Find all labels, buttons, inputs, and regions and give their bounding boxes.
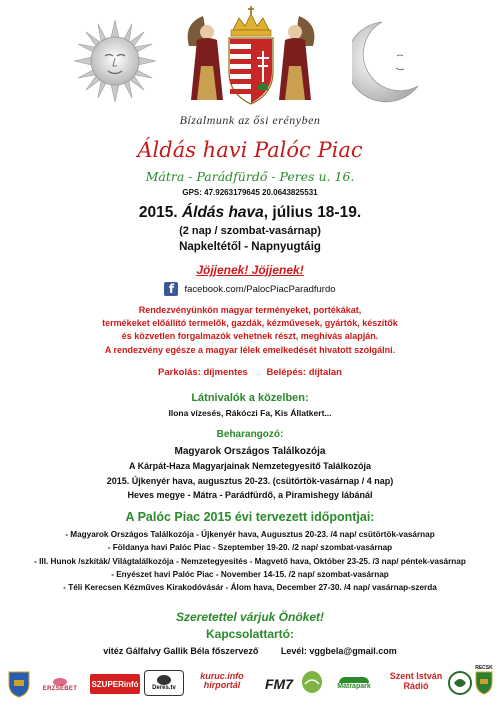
date-prefix: 2015. <box>138 204 182 221</box>
description-line: és közvetlen forgalmazók vehetnek részt, meghívás alapján. <box>121 331 379 342</box>
sponsor-deres-tv <box>144 670 184 696</box>
date-month: Áldás hava <box>181 204 264 221</box>
sponsor-szent-istvan-radio <box>388 666 444 698</box>
organizer-name: vitéz Gálfalvy Gallik Béla főszervező <box>103 646 259 656</box>
sponsor-recsk <box>474 662 494 698</box>
sponsor-fm7 <box>262 674 296 694</box>
schedule-item: - Téli Kerecsen Kézműves Kirakodóvásár - Álom hava, December 27-30. /4 nap/ vasárnap-szerda <box>63 583 437 593</box>
event-date <box>0 204 500 222</box>
sponsor-istvan-label: Szent István Rádió <box>389 671 443 691</box>
sponsor-green-icon <box>300 670 324 696</box>
sponsor-kuruc-label: kuruc.info hírportál <box>200 671 244 690</box>
sponsor-deres-label: Deres.tv <box>152 685 176 691</box>
closing-greeting: Szeretettel várjuk Önöket! <box>175 610 325 624</box>
sponsor-szuperinfo-label: SZUPERinfó <box>91 679 139 689</box>
motto: Bízalmunk az ősi erényben <box>179 113 321 127</box>
sponsor-fm7-label: FM7 <box>265 676 293 692</box>
facebook-row[interactable] <box>0 282 500 296</box>
event-hours: Napkeltétől - Napnyugtáig <box>179 241 321 253</box>
location: Mátra - Parádfürdő - Peres u. 16. <box>145 169 355 184</box>
coat-of-arms-angels-icon <box>183 6 319 120</box>
parking-fee: Parkolás: díjmentes <box>158 367 248 378</box>
schedule-item: - Magyarok Országos Találkozója - Újkenyér hava, Augusztus 20-23. /4 nap/ csütörtök-vasárnap <box>65 530 435 539</box>
schedule-item: - Enyészet havi Palóc Piac - November 14-15. /2 nap/ szombat-vasárnap <box>111 569 389 579</box>
facebook-link[interactable]: facebook.com/PalocPiacParadfurdo <box>184 283 336 295</box>
schedule-list <box>0 528 500 594</box>
invitation-heading: Beharangozó: <box>216 429 284 440</box>
sights-heading: Látnivalók a közelben: <box>191 392 309 404</box>
sponsor-szuperinfo <box>90 674 140 694</box>
description <box>0 304 500 357</box>
sponsor-matrapark-label: Mátrapark <box>337 682 371 690</box>
sponsor-crest-icon <box>8 670 30 698</box>
sponsor-kuruc-info <box>188 664 256 698</box>
event-days: (2 nap / szombat-vasárnap) <box>179 225 321 237</box>
description-line: Rendezvényünkön magyar terményeket, portékákat, <box>138 305 362 315</box>
invitation <box>0 445 500 502</box>
fair-name: Áldás havi Palóc Piac <box>137 138 363 162</box>
contact-heading: Kapcsolattartó: <box>205 627 294 641</box>
schedule-heading: A Palóc Piac 2015 évi tervezett időpontjai: <box>125 510 375 524</box>
invitation-title: Magyarok Országos Találkozója <box>174 446 326 457</box>
sponsor-logos <box>8 662 494 700</box>
sponsor-round-logo-icon <box>448 668 472 698</box>
invitation-line: Heves megye - Mátra - Parádfürdő, a Piramishegy lábánál <box>127 489 373 500</box>
sights-text: Ilona vízesés, Rákóczi Fa, Kis Állatkert... <box>168 408 332 418</box>
sponsor-recsk-label: RECSK <box>475 665 493 671</box>
description-line: termékeket előállító termelők, gazdák, kézművesek, gyártók, készítők <box>102 318 398 329</box>
schedule-item: - Földanya havi Palóc Piac - Szeptember 19-20. /2 nap/ szombat-vasárnap <box>107 543 393 553</box>
crescent-moon-icon <box>352 20 424 104</box>
invitation-line: A Kárpát-Haza Magyarjainak Nemzetegyesítő Találkozója <box>128 461 372 472</box>
contact-email[interactable]: Levél: vggbela@gmail.com <box>280 646 397 656</box>
description-line: A rendezvény egésze a magyar lélek emelkedését hivatott szolgálni. <box>104 344 396 355</box>
sun-face-icon <box>74 20 156 102</box>
gps-coordinates: GPS: 47.9263179645 20.0643825531 <box>182 188 318 197</box>
contact-info <box>0 646 500 656</box>
sponsor-erzsebet <box>36 674 84 696</box>
welcome-text: Jöjjenek! Jöjjenek! <box>196 263 304 277</box>
invitation-line: 2015. Újkenyér hava, augusztus 20-23. (csütörtök-vasárnap / 4 nap) <box>106 475 394 486</box>
fees <box>0 367 500 378</box>
sponsor-matrapark <box>328 672 380 694</box>
date-suffix: , július 18-19. <box>263 204 362 221</box>
entry-fee: Belépés: díjtalan <box>266 367 342 378</box>
sponsor-erzsebet-label: ERZSÉBET <box>42 686 78 692</box>
schedule-item: - III. Hunok /szkiták/ Világtalálkozója - Nemzetegyesítés - Magvető hava, Október 23-25. /3 nap/ péntek-vasárnap <box>34 556 466 566</box>
facebook-icon: f <box>164 282 178 296</box>
